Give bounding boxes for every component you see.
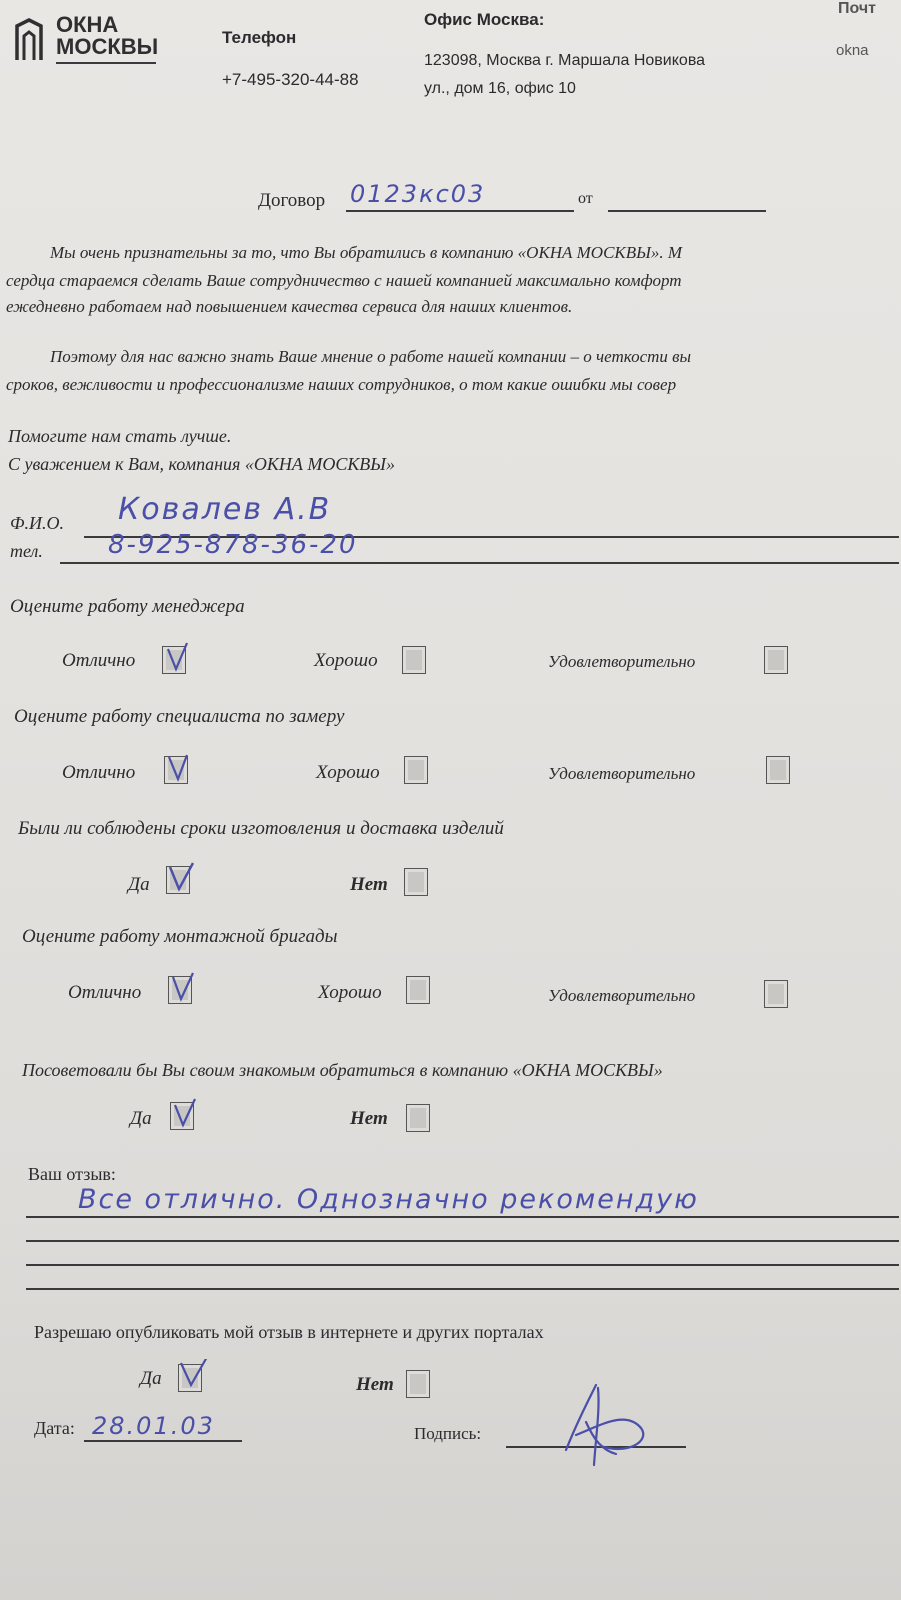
checkmark-icon [179, 1359, 209, 1393]
question-manager: Оцените работу менеджера [10, 596, 245, 617]
header-right-cut-2: okna [836, 42, 869, 59]
tel-label: тел. [10, 541, 43, 561]
q5-yes-checkbox[interactable] [170, 1102, 194, 1130]
phone-value: +7-495-320-44-88 [222, 70, 359, 89]
logo-underline [56, 62, 156, 64]
handwritten-signature[interactable] [556, 1380, 656, 1470]
logo-text-line2: МОСКВЫ [56, 34, 159, 59]
fio-label: Ф.И.О. [10, 513, 64, 533]
date-label: Дата: [34, 1418, 75, 1438]
review-line-4 [26, 1288, 899, 1290]
q4-good-checkbox[interactable] [406, 976, 430, 1004]
q2-option-excellent-label: Отлично [62, 762, 136, 783]
review-label: Ваш отзыв: [28, 1164, 116, 1184]
q2-option-satisfactory-label: Удовлетворительно [548, 764, 696, 783]
q1-satisfactory-checkbox[interactable] [764, 646, 788, 674]
question-deadlines: Были ли соблюдены сроки изготовления и доставка изделий [18, 818, 504, 839]
contract-from-label: от [578, 190, 593, 207]
review-line-3 [26, 1264, 899, 1266]
logo-mark-icon [14, 18, 44, 62]
office-label: Офис Москва: [424, 10, 545, 29]
review-line-2 [26, 1240, 899, 1242]
date-value[interactable]: 28.01.03 [92, 1412, 215, 1440]
contract-label: Договор [258, 190, 326, 211]
date-line [84, 1440, 242, 1442]
q6-no-checkbox[interactable] [406, 1370, 430, 1398]
q5-option-yes-label: Да [130, 1108, 152, 1129]
q3-yes-checkbox[interactable] [166, 866, 190, 894]
q5-no-checkbox[interactable] [406, 1104, 430, 1132]
header-right-cut-1: Почт [838, 0, 876, 17]
closing-line1: Помогите нам стать лучше. [8, 426, 232, 446]
logo-text-line1: ОКНА [56, 12, 119, 37]
q6-yes-checkbox[interactable] [178, 1364, 202, 1392]
question-installation: Оцените работу монтажной бригады [22, 926, 338, 947]
closing-line2: С уважением к Вам, компания «ОКНА МОСКВЫ» [8, 454, 395, 474]
q3-option-yes-label: Да [128, 874, 150, 895]
office-address-line1: 123098, Москва г. Маршала Новикова [424, 52, 706, 69]
q5-option-no-label: Нет [350, 1108, 388, 1129]
q1-good-checkbox[interactable] [402, 646, 426, 674]
review-line-1 [26, 1216, 899, 1218]
office-address-line2: ул., дом 16, офис 10 [424, 80, 576, 97]
review-value[interactable]: Все отлично. Однозначно рекомендую [78, 1184, 699, 1215]
signature-label: Подпись: [414, 1424, 482, 1443]
tel-line [60, 562, 899, 564]
checkmark-icon [165, 751, 195, 785]
q2-good-checkbox[interactable] [404, 756, 428, 784]
checkmark-icon [171, 1097, 201, 1131]
q6-option-no-label: Нет [356, 1374, 394, 1395]
question-measurement: Оцените работу специалиста по замеру [14, 706, 345, 727]
phone-label: Телефон [222, 28, 297, 47]
q1-excellent-checkbox[interactable] [162, 646, 186, 674]
intro-p1-line3: ежедневно работаем над повышением качества сервиса для наших клиентов. [6, 297, 573, 316]
q2-option-good-label: Хорошо [316, 762, 380, 783]
fio-value[interactable]: Ковалев А.В [118, 492, 332, 527]
question-recommend: Посоветовали бы Вы своим знакомым обратиться в компанию «ОКНА МОСКВЫ» [22, 1060, 663, 1080]
q3-option-no-label: Нет [350, 874, 388, 895]
q4-satisfactory-checkbox[interactable] [764, 980, 788, 1008]
intro-p1-line2: сердца стараемся сделать Ваше сотрудничество с нашей компанией максимально комфорт [6, 271, 682, 290]
q2-excellent-checkbox[interactable] [164, 756, 188, 784]
intro-p2-line2: сроков, вежливости и профессионализме наших сотрудников, о том какие ошибки мы совер [6, 375, 677, 394]
checkmark-icon [163, 641, 193, 675]
contract-number-line [346, 210, 574, 212]
checkmark-icon [167, 861, 197, 895]
q4-option-good-label: Хорошо [318, 982, 382, 1003]
q1-option-satisfactory-label: Удовлетворительно [548, 652, 696, 671]
q4-option-satisfactory-label: Удовлетворительно [548, 986, 696, 1005]
contract-date-line[interactable] [608, 210, 766, 212]
q4-excellent-checkbox[interactable] [168, 976, 192, 1004]
q3-no-checkbox[interactable] [404, 868, 428, 896]
tel-value[interactable]: 8-925-878-36-20 [108, 530, 358, 560]
q1-option-excellent-label: Отлично [62, 650, 136, 671]
checkmark-icon [169, 971, 199, 1005]
question-publish: Разрешаю опубликовать мой отзыв в интернете и других порталах [34, 1322, 544, 1342]
q2-satisfactory-checkbox[interactable] [766, 756, 790, 784]
q4-option-excellent-label: Отлично [68, 982, 142, 1003]
contract-number[interactable]: 0123кс03 [350, 180, 486, 208]
intro-p1-line1: Мы очень признательны за то, что Вы обратились в компанию «ОКНА МОСКВЫ». М [50, 243, 683, 262]
intro-p2-line1: Поэтому для нас важно знать Ваше мнение о работе нашей компании – о четкости вы [50, 347, 692, 366]
q6-option-yes-label: Да [140, 1368, 162, 1389]
q1-option-good-label: Хорошо [314, 650, 378, 671]
